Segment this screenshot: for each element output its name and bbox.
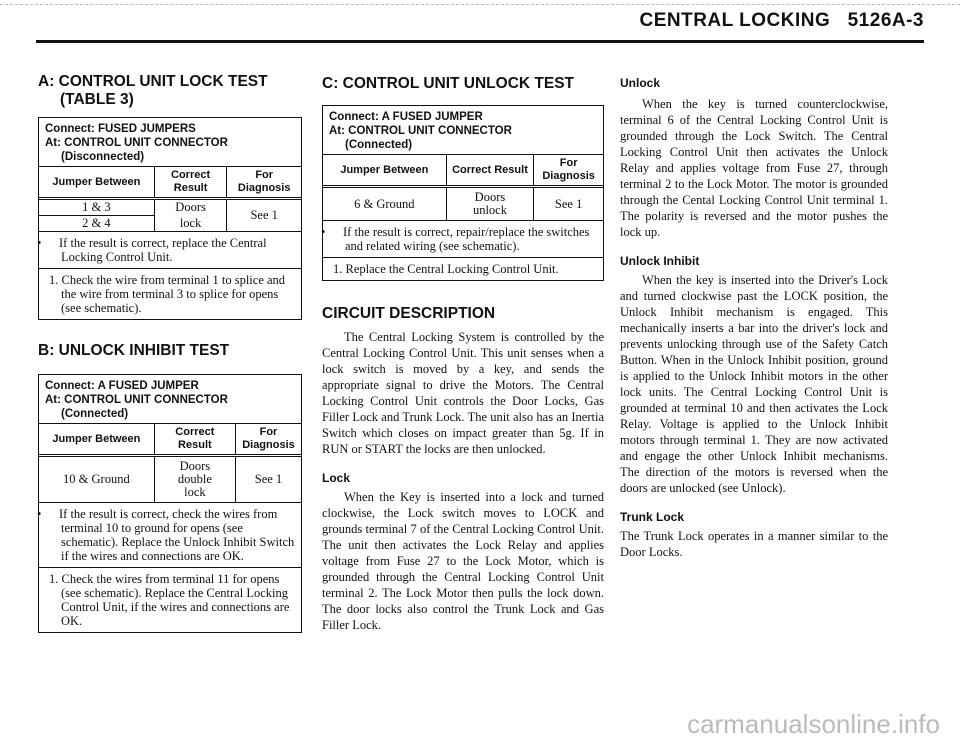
column-right xyxy=(620,76,888,560)
lock-test-subtitle: (TABLE 3) xyxy=(60,91,134,108)
col-header: Jumper Between xyxy=(39,424,154,456)
table-cell: 10 & Ground xyxy=(39,456,154,503)
lock-test-box xyxy=(38,117,302,320)
table-cell: Doors double lock xyxy=(154,456,235,503)
connection-info xyxy=(39,375,301,423)
col-header: For Diagnosis xyxy=(235,424,301,456)
at-line: At: CONTROL UNIT CONNECTOR xyxy=(45,137,228,149)
scan-edge xyxy=(0,4,960,5)
col-header: Correct Result xyxy=(446,155,534,187)
circuit-description-title: CIRCUIT DESCRIPTION xyxy=(322,305,496,322)
col-header: Correct Result xyxy=(154,424,235,456)
table-cell: 6 & Ground xyxy=(323,187,446,221)
note-1: 1. Check the wires from terminal 11 for opens (see schematic). Replace the Central Locking Control Unit, if the wires and connections are OK. xyxy=(49,572,290,628)
column-middle xyxy=(322,75,604,633)
col-header: For Diagnosis xyxy=(227,167,301,199)
col-header: Correct Result xyxy=(154,167,227,199)
note-bullet: • If the result is correct, check the wires from terminal 10 to ground for opens (see schematic). Replace the Unlock Inhibit Switch if the wires and connections are OK. xyxy=(39,503,301,568)
state-line: (Connected) xyxy=(61,408,129,420)
connect-line: Connect: A FUSED JUMPER xyxy=(329,111,483,123)
col-header: For Diagnosis xyxy=(534,155,603,187)
table-cell: 1 & 3 xyxy=(39,199,154,216)
connect-line: Connect: FUSED JUMPERS xyxy=(45,123,196,135)
state-line: (Connected) xyxy=(345,139,413,151)
circuit-intro: The Central Locking System is controlled by the Central Locking Control Unit. This unit senses when a lock switch is moved by a key, and sends the appropriate signal to drive the Motors. The Central Locking Control Unit controls the Door Locks, Gas Filler Lock and Trunk Lock. The unit also has an Inertia Switch which closes on impact greater than 5g. If in RUN or START the locks are then unlocked. xyxy=(322,330,604,456)
unlock-subtitle: Unlock xyxy=(620,76,661,90)
note-text: If the result is correct, check the wires from terminal 10 to ground for opens (see schematic). Replace the Unlock Inhibit Switch if the wires and connections are OK. xyxy=(59,507,295,563)
unlock-text: When the key is turned counterclockwise, terminal 6 of the Central Locking Control Unit is grounded through the Lock Switch. The Central Locking Control Unit then activates the Unlock Relay and applies voltage from Fuse 27, through terminal 2 to the Lock Motor. The motor is grounded through the Cental Locking Control Unit terminal 1. The polarity is reversed and the motor pushes the lock up. xyxy=(620,97,888,239)
col-header: Jumper Between xyxy=(39,167,154,199)
note-1: 1. Check the wire from terminal 1 to splice and the wire from terminal 3 to splice for opens (see schematic). xyxy=(49,273,286,315)
table-cell: lock xyxy=(154,216,227,232)
unlock-inhibit-text: When the key is inserted into the Driver's Lock and turned clockwise past the LOCK position, the Unlock Inhibit mechanism is engaged. This mechanically inserts a bar into the driver's lock and prevents unlocking through use of the Safety Catch Button. When in the Unlock Inhibit position, ground is applied to the Unlock Inhibit motors in the other lock units. The Central Locking Control Unit is grounded at terminal 10 and then activates the Lock Relay. Voltage is applied to the Unlock Inhibit motors through terminal 1. They are now activated and engage the other Unlock Inhibit mechanisms. The direction of the motors is reversed when the doors are unlocked (see Unlock). xyxy=(620,273,888,495)
inhibit-test-box xyxy=(38,374,302,633)
inhibit-test-table xyxy=(39,423,301,503)
note-bullet: • If the result is correct, replace the Central Locking Control Unit. xyxy=(39,232,301,269)
at-line: At: CONTROL UNIT CONNECTOR xyxy=(329,125,512,137)
connection-info xyxy=(39,118,301,166)
at-line: At: CONTROL UNIT CONNECTOR xyxy=(45,394,228,406)
lock-text: When the Key is inserted into a lock and turned clockwise, the Lock switch moves to LOCK and grounds terminal 7 of the Central Locking Control Unit. The unit then activates the Lock Relay and applies voltage from Fuse 27 to the Lock Motor, which is grounded through the Central Locking Control Unit terminal 2. The Lock Motor then pulls the lock down. The door locks also control the Trunk Lock and Gas Filler Lock. xyxy=(322,490,604,632)
connection-info xyxy=(323,106,603,154)
note-text: If the result is correct, repair/replace the switches and related wiring (see schematic). xyxy=(343,225,590,253)
trunk-lock-subtitle: Trunk Lock xyxy=(620,510,685,524)
column-left xyxy=(38,73,302,633)
lock-test-title: A: CONTROL UNIT LOCK TEST xyxy=(38,73,268,90)
inhibit-test-title: B: UNLOCK INHIBIT TEST xyxy=(38,342,230,359)
note-text: If the result is correct, replace the Central Locking Control Unit. xyxy=(59,236,267,264)
state-line: (Disconnected) xyxy=(61,151,145,163)
note-1: 1. Replace the Central Locking Control Unit. xyxy=(333,262,559,276)
watermark: carmanualsonline.info xyxy=(687,709,940,739)
unlock-test-box xyxy=(322,105,604,281)
table-cell: Doors unlock xyxy=(446,187,534,221)
connect-line: Connect: A FUSED JUMPER xyxy=(45,380,199,392)
trunk-lock-text: The Trunk Lock operates in a manner similar to the Door Locks. xyxy=(620,529,888,559)
table-cell: See 1 xyxy=(227,199,301,232)
unlock-test-title: C: CONTROL UNIT UNLOCK TEST xyxy=(322,75,575,92)
header-rule xyxy=(36,40,924,43)
col-header: Jumper Between xyxy=(323,155,446,187)
note-bullet: • If the result is correct, repair/replace the switches and related wiring (see schematic). xyxy=(323,221,603,258)
table-cell: See 1 xyxy=(235,456,301,503)
table-cell: Doors xyxy=(154,199,227,216)
unlock-inhibit-subtitle: Unlock Inhibit xyxy=(620,254,700,268)
lock-test-table xyxy=(39,166,301,232)
page-header-title: CENTRAL LOCKING 5126A-3 xyxy=(639,10,924,31)
table-cell: 2 & 4 xyxy=(39,216,154,232)
unlock-test-table xyxy=(323,154,603,221)
lock-subtitle: Lock xyxy=(322,471,351,485)
table-cell: See 1 xyxy=(534,187,603,221)
